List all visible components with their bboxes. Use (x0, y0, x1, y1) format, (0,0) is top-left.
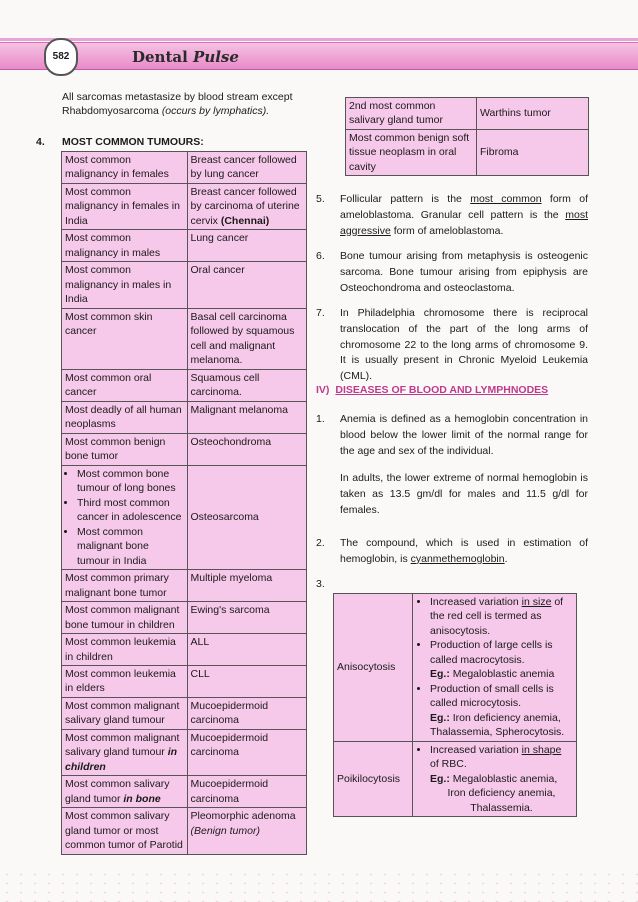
table-cell-right: Mucoepidermoid carcinoma (187, 697, 307, 729)
table-cell-left: Most common skin cancer (62, 308, 188, 369)
table-row (62, 369, 307, 401)
example-text: Megaloblastic anemia (449, 668, 555, 681)
text-run: . (504, 552, 508, 565)
table-cell-right (187, 183, 307, 229)
cell-text: Most common malignant salivary gland tumour (65, 731, 180, 759)
table-cell-right: Basal cell carcinoma followed by squamous cell and malignant melanoma. (187, 308, 307, 369)
brand-part1: Dental (132, 48, 188, 66)
intro-note: (occurs by lymphatics). (161, 105, 270, 118)
table-row (62, 230, 307, 262)
table-cell-right: Mucoepidermoid carcinoma (187, 776, 307, 808)
table-cell-left: Most common malignancy in males (62, 230, 188, 262)
brand-part2: Pulse (193, 48, 239, 66)
table-cell-right: Multiple myeloma (187, 570, 307, 602)
cell-bold: (Chennai) (220, 214, 270, 227)
table-cell-left: Most common primary malignant bone tumor (62, 570, 188, 602)
example-text: Iron deficiency anemia, (447, 787, 556, 800)
example-label: Eg.: (430, 668, 450, 681)
table-cell-right: Lung cancer (187, 230, 307, 262)
text-run: form of ameloblastoma. Granular cell pattern is the (340, 193, 588, 221)
list-item: • Most common malignant bone tumour in India (77, 525, 184, 568)
example-label: Eg.: (430, 772, 450, 785)
item-number: 6. (316, 250, 325, 262)
most-common-tumours-table (61, 151, 307, 855)
item-number: 2. (316, 537, 325, 549)
item-text (340, 536, 588, 568)
text-run: Production of large cells is called macrocytosis. (430, 639, 553, 666)
list-item (430, 638, 573, 681)
table-row (62, 697, 307, 729)
table-cell-left: Anisocytosis (334, 594, 413, 742)
list-item (430, 595, 573, 638)
text-run: Production of small cells is called microcytosis. (430, 682, 554, 710)
text-run: Anemia is defined as a hemoglobin concentration in blood below the lower limit of the normal range for the age and sex of the individual. (340, 413, 588, 457)
section-iv-number: IV) (316, 384, 330, 396)
section-4-title: MOST COMMON TUMOURS: (62, 136, 204, 148)
bullet-list (65, 467, 184, 568)
item-number: 1. (316, 413, 325, 425)
cell-note: (Benign tumor) (190, 824, 260, 837)
brand-title (132, 47, 239, 67)
table-cell-left: Most common leukemia in children (62, 634, 188, 666)
item-text: In Philadelphia chromosome there is reciprocal translocation of the part of the long arms of chromosome 22 to the long arms of chromosome 9. It is usually present in Chronic Myeloid Leukemia (CML). (340, 307, 588, 382)
intro-paragraph (62, 90, 310, 118)
table-row (62, 183, 307, 229)
cell-text: Most common salivary gland tumor (65, 778, 170, 805)
table-cell-right: Osteosarcoma (187, 465, 307, 569)
table-cell-right: Ewing's sarcoma (187, 602, 307, 634)
item-text (340, 192, 588, 239)
table-cell-left: Most common oral cancer (62, 369, 188, 401)
page-number: 582 (44, 38, 78, 76)
bullet-list (416, 743, 573, 772)
table-cell-left: Most deadly of all human neoplasms (62, 401, 188, 433)
table-row (62, 602, 307, 634)
header-band (0, 42, 638, 70)
table-cell-left: Poikilocytosis (334, 741, 413, 816)
red-cell-variation-table (333, 593, 577, 817)
text-run: form of ameloblastoma. (390, 224, 504, 237)
table-cell-right (413, 594, 577, 742)
table-row (62, 401, 307, 433)
table-cell-right: Malignant melanoma (187, 401, 307, 433)
item-text (340, 412, 588, 519)
table-row (334, 741, 577, 816)
header-stripe (0, 38, 638, 41)
table-cell-right: CLL (187, 665, 307, 697)
table-row (346, 129, 589, 175)
table-row (62, 665, 307, 697)
table-row (62, 465, 307, 569)
section-iv-heading (316, 383, 548, 397)
underlined-text: cyanmethemoglobin (410, 552, 505, 565)
table-cell-left (62, 776, 188, 808)
cell-text: Pleomorphic adenoma (190, 810, 296, 823)
table-row (62, 262, 307, 308)
table-cell-right: Warthins tumor (477, 98, 589, 130)
table-row (62, 570, 307, 602)
table-cell-left: Most common salivary gland tumor or most common tumor of Parotid (62, 808, 188, 854)
table-row (62, 433, 307, 465)
table-cell-right (187, 808, 307, 854)
salivary-tumor-table (345, 97, 589, 176)
text-run: Follicular pattern is the (340, 193, 471, 205)
example-label: Eg.: (430, 711, 450, 724)
table-row (346, 98, 589, 130)
bullet-list (416, 595, 573, 740)
table-cell-left: Most common benign bone tumor (62, 433, 188, 465)
cell-text: Breast cancer followed by carcinoma of uterine cervix (190, 185, 300, 227)
table-row (62, 308, 307, 369)
table-cell-left: Most common malignancy in females (62, 152, 188, 184)
list-item (430, 682, 573, 740)
table-cell-left: 2nd most common salivary gland tumor (346, 98, 477, 130)
table-row (62, 152, 307, 184)
table-row (62, 634, 307, 666)
underlined-text: in size (521, 596, 552, 608)
example-block (416, 772, 573, 815)
section-4-number: 4. (36, 136, 45, 148)
underlined-text: in shape (521, 743, 562, 756)
table-cell-left: Most common leukemia in elders (62, 665, 188, 697)
table-row (62, 808, 307, 854)
list-item: • Most common bone tumour of long bones (77, 467, 184, 496)
table-row (334, 594, 577, 742)
table-cell-left: Most common malignant bone tumour in children (62, 602, 188, 634)
item-number: 7. (316, 307, 325, 319)
example-text: Iron deficiency anemia, Thalassemia, Spherocytosis. (430, 711, 565, 739)
example-text: Thalassemia. (470, 801, 533, 814)
table-cell-left (62, 729, 188, 775)
table-cell-right: Squamous cell carcinoma. (187, 369, 307, 401)
table-cell-right: Fibroma (477, 129, 589, 175)
table-cell-right: Osteochondroma (187, 433, 307, 465)
cell-emphasis: in bone (123, 792, 161, 805)
table-cell-right: Oral cancer (187, 262, 307, 308)
item-text: Bone tumour arising from metaphysis is osteogenic sarcoma. Bone tumour arising from epiphysis are Osteochondroma and osteoclastoma. (340, 250, 588, 294)
list-item (430, 743, 573, 772)
table-cell-right: ALL (187, 634, 307, 666)
example-text: Megaloblastic anemia, (449, 772, 558, 785)
table-cell-left: Most common benign soft tissue neoplasm in oral cavity (346, 129, 477, 175)
text-run: Increased variation (430, 743, 522, 756)
item-number: 5. (316, 193, 325, 205)
table-cell-right: Breast cancer followed by lung cancer (187, 152, 307, 184)
intro-text: All sarcomas metastasize by blood stream except Rhabdomyosarcoma (62, 91, 293, 118)
table-row (62, 729, 307, 775)
text-run: Increased variation (430, 596, 522, 608)
table-cell-left: Most common malignancy in females in India (62, 183, 188, 229)
table-cell-left (62, 465, 188, 569)
table-cell-left: Most common malignancy in males in India (62, 262, 188, 308)
cell-emphasis: in children (65, 746, 178, 773)
section-iv-title: DISEASES OF BLOOD AND LYMPHNODES (335, 384, 549, 396)
table-row (62, 776, 307, 808)
table-cell-right: Mucoepidermoid carcinoma (187, 729, 307, 775)
text-run: of RBC. (430, 758, 467, 771)
text-run: The compound, which is used in estimation of hemoglobin, is (340, 537, 588, 565)
text-run: In adults, the lower extreme of normal hemoglobin is taken as 13.5 gm/dl for males and 11.5 g/dl for females. (340, 472, 588, 516)
list-item: • Third most common cancer in adolescence (77, 496, 184, 525)
table-cell-right (413, 741, 577, 816)
underlined-text: most common (470, 193, 542, 205)
item-number: 3. (316, 578, 325, 590)
text-run: of the red cell is termed as anisocytosis. (430, 596, 564, 637)
underlined-text: most aggressive (340, 208, 588, 237)
table-cell-left: Most common malignant salivary gland tumour (62, 697, 188, 729)
footer-speckle (0, 870, 638, 902)
